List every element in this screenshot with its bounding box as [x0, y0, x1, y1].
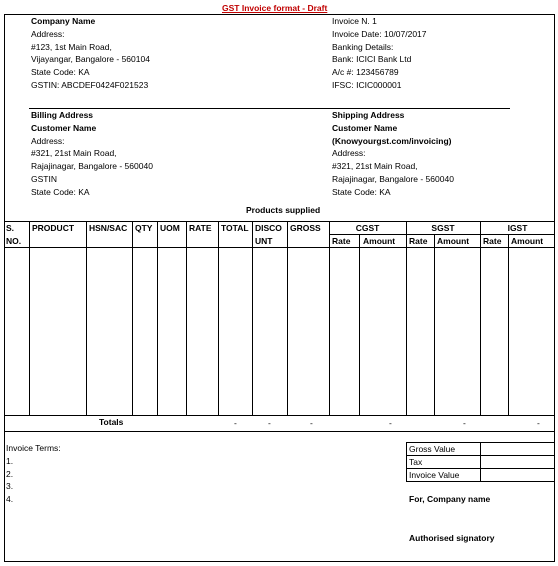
- col-header-gross: GROSS: [290, 223, 321, 233]
- col-divider: [86, 221, 87, 416]
- terms-block: [6, 442, 61, 506]
- shipping-address-label: Address:: [332, 148, 366, 159]
- company-address-line1: #123, 1st Main Road,: [31, 41, 112, 52]
- col-divider: [480, 221, 481, 416]
- col-header-product: PRODUCT: [32, 223, 75, 233]
- company-block: [31, 15, 150, 92]
- terms-heading: Invoice Terms:: [6, 443, 61, 453]
- company-address-line2: Vijayangar, Bangalore - 560104: [31, 54, 150, 65]
- col-header-cgst: CGST: [355, 223, 380, 233]
- invoice-block: [332, 15, 427, 92]
- shipping-heading: Shipping Address: [332, 110, 405, 120]
- billing-state-code: State Code: KA: [31, 186, 90, 197]
- col-header-uom: UOM: [160, 223, 180, 233]
- col-divider: [252, 221, 253, 416]
- col-divider: [29, 221, 30, 416]
- shipping-address-line1: #321, 21st Main Road,: [332, 161, 418, 172]
- company-address-label: Address:: [31, 28, 65, 39]
- cgst-amount-header: Amount: [363, 236, 396, 246]
- totals-dash: -: [310, 418, 313, 428]
- shipping-state-code: State Code: KA: [332, 186, 391, 197]
- totals-label: Totals: [99, 417, 124, 427]
- summary-divider: [480, 442, 481, 482]
- shipping-block: [332, 109, 454, 199]
- invoice-value-label: Invoice Value: [409, 470, 460, 480]
- company-gstin: GSTIN: ABCDEF0424F021523: [31, 79, 149, 90]
- tax-subheader-line: [329, 234, 555, 235]
- billing-block: [31, 109, 153, 199]
- igst-rate-header: Rate: [483, 236, 502, 246]
- totals-dash: -: [234, 418, 237, 428]
- shipping-address-line2: Rajajinagar, Bangalore - 560040: [332, 173, 454, 184]
- terms-item: 4.: [6, 494, 14, 505]
- terms-item: 3.: [6, 481, 14, 492]
- invoice-date: Invoice Date: 10/07/2017: [332, 28, 427, 39]
- cgst-rate-header: Rate: [332, 236, 351, 246]
- col-header-sno-2: NO.: [6, 236, 22, 246]
- shipping-website: (Knowyourgst.com/invoicing): [332, 135, 452, 146]
- col-header-discount-1: DISCO: [255, 223, 282, 233]
- terms-item: 2.: [6, 468, 14, 479]
- frame-right: [554, 14, 555, 562]
- col-divider: [287, 221, 288, 416]
- col-header-rate: RATE: [189, 223, 212, 233]
- banking-label: Banking Details:: [332, 41, 394, 52]
- col-divider: [508, 234, 509, 416]
- invoice-number: Invoice N. 1: [332, 16, 377, 26]
- col-header-sno-1: S.: [6, 223, 15, 233]
- for-company-label: For, Company name: [409, 494, 491, 504]
- products-caption: Products supplied: [246, 205, 321, 215]
- ifsc-code: IFSC: ICIC000001: [332, 79, 402, 90]
- frame-bottom: [4, 561, 555, 562]
- col-divider: [406, 221, 407, 416]
- bank-name: Bank: ICICI Bank Ltd: [332, 54, 412, 65]
- gross-value-label: Gross Value: [409, 444, 456, 454]
- col-divider: [132, 221, 133, 416]
- terms-item: 1.: [6, 455, 14, 466]
- totals-dash: -: [268, 418, 271, 428]
- col-divider: [359, 234, 360, 416]
- col-header-hsn: HSN/SAC: [89, 223, 128, 233]
- billing-address-line1: #321, 21st Main Road,: [31, 148, 117, 159]
- authorised-signatory-label: Authorised signatory: [409, 533, 495, 543]
- sgst-amount-header: Amount: [437, 236, 470, 246]
- totals-dash: -: [463, 418, 466, 428]
- company-state-code: State Code: KA: [31, 67, 90, 78]
- totals-bottom-line: [4, 431, 555, 432]
- account-number: A/c #: 123456789: [332, 67, 399, 78]
- totals-dash: -: [389, 418, 392, 428]
- col-divider: [218, 221, 219, 416]
- col-divider: [434, 234, 435, 416]
- frame-left: [4, 14, 5, 562]
- col-header-igst: IGST: [507, 223, 528, 233]
- col-divider: [157, 221, 158, 416]
- billing-gstin: GSTIN: [31, 173, 57, 184]
- summary-left-border: [406, 442, 407, 482]
- col-header-sgst: SGST: [431, 223, 455, 233]
- billing-heading: Billing Address: [31, 110, 94, 120]
- shipping-customer-name: Customer Name: [332, 122, 398, 133]
- col-divider: [186, 221, 187, 416]
- col-header-total: TOTAL: [221, 223, 249, 233]
- sgst-rate-header: Rate: [409, 236, 428, 246]
- billing-address-label: Address:: [31, 135, 65, 146]
- tax-label: Tax: [409, 457, 423, 467]
- col-header-discount-2: UNT: [255, 236, 273, 246]
- col-header-qty: QTY: [135, 223, 153, 233]
- document-title: GST Invoice format - Draft: [222, 3, 328, 13]
- totals-dash: -: [537, 418, 540, 428]
- billing-customer-name: Customer Name: [31, 122, 97, 133]
- col-divider: [329, 221, 330, 416]
- billing-address-line2: Rajajinagar, Bangalore - 560040: [31, 161, 153, 172]
- company-name: Company Name: [31, 16, 96, 26]
- igst-amount-header: Amount: [511, 236, 544, 246]
